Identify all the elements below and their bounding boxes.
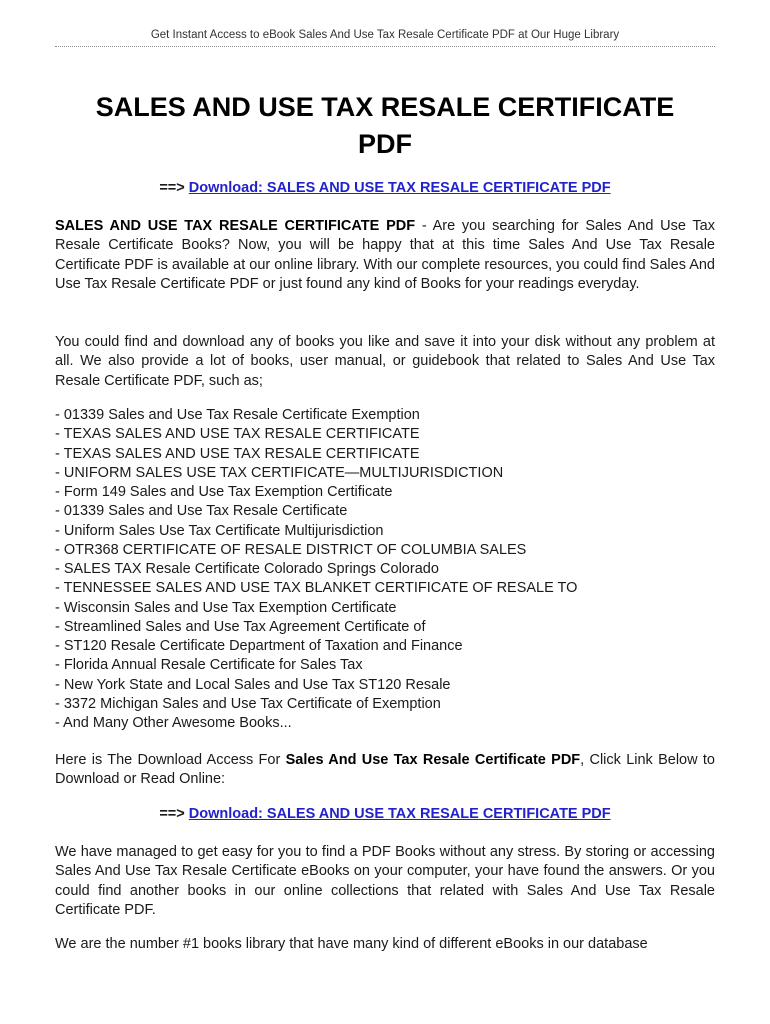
list-item: - Streamlined Sales and Use Tax Agreement Certificate of xyxy=(55,618,426,635)
intro-paragraph xyxy=(55,217,715,295)
list-item: - OTR368 CERTIFICATE OF RESALE DISTRICT OF COLUMBIA SALES xyxy=(55,541,527,558)
download-line-bottom xyxy=(55,806,715,822)
download-line-top xyxy=(55,180,715,196)
intro-bold: SALES AND USE TAX RESALE CERTIFICATE PDF xyxy=(55,218,416,234)
access-text-after: , Click Link Below to Download or Read Online: xyxy=(55,752,715,788)
download-link-bottom[interactable]: Download: SALES AND USE TAX RESALE CERTIFICATE PDF xyxy=(188,806,611,822)
download-arrow: ==> xyxy=(159,180,189,196)
page-title xyxy=(55,89,715,163)
list-item: - Form 149 Sales and Use Tax Exemption Certificate xyxy=(55,484,393,500)
description-paragraph: You could find and download any of books you like and save it into your disk without any problem at all. We also provide a lot of books, user manual, or guidebook that related to Sales And Use Tax Resale Certificate PDF, such as; xyxy=(55,334,715,389)
access-paragraph xyxy=(55,751,715,790)
library-paragraph: We are the number #1 books library that have many kind of different eBooks in our database xyxy=(55,936,648,952)
list-item: - Florida Annual Resale Certificate for Sales Tax xyxy=(55,657,363,674)
list-item: - 01339 Sales and Use Tax Resale Certificate xyxy=(55,503,348,520)
storage-paragraph: We have managed to get easy for you to find a PDF Books without any stress. By storing or accessing Sales And Use Tax Resale Certificate eBooks on your computer, your have found the answers. Or you could find another books in our online collections that related with Sales And Use Tax Resale Certificate PDF. xyxy=(55,844,715,919)
list-item: - ST120 Resale Certificate Department of Taxation and Finance xyxy=(55,638,463,654)
page-header: Get Instant Access to eBook Sales And Use Tax Resale Certificate PDF at Our Huge Library xyxy=(150,29,620,41)
download-link-top[interactable]: Download: SALES AND USE TAX RESALE CERTIFICATE PDF xyxy=(188,180,611,196)
list-item: - UNIFORM SALES USE TAX CERTIFICATE—MULTIJURISDICTION xyxy=(55,464,504,481)
access-bold: Sales And Use Tax Resale Certificate PDF xyxy=(285,752,581,768)
list-item: - TEXAS SALES AND USE TAX RESALE CERTIFICATE xyxy=(55,445,420,462)
list-item: - TENNESSEE SALES AND USE TAX BLANKET CERTIFICATE OF RESALE TO xyxy=(55,580,578,597)
list-item: - SALES TAX Resale Certificate Colorado Springs Colorado xyxy=(55,561,439,577)
list-item: - Uniform Sales Use Tax Certificate Multijurisdiction xyxy=(55,522,384,539)
access-text-before: Here is The Download Access For xyxy=(55,752,286,768)
list-item: - Wisconsin Sales and Use Tax Exemption Certificate xyxy=(55,599,397,616)
intro-text: - Are you searching for Sales And Use Tax Resale Certificate Books? Now, you will be happy that at this time Sales And Use Tax Resale Certificate PDF is available at our online library. With our complete resources, you could find Sales And Use Tax Resale Certificate PDF or just found any kind of Books for your readings everyday. xyxy=(55,218,715,293)
header-divider xyxy=(55,46,715,47)
list-item: - New York State and Local Sales and Use Tax ST120 Resale xyxy=(55,676,451,693)
download-arrow: ==> xyxy=(159,806,189,822)
book-list xyxy=(55,406,715,733)
list-item: - TEXAS SALES AND USE TAX RESALE CERTIFICATE xyxy=(55,426,420,443)
title-line-1: SALES AND USE TAX RESALE CERTIFICATE xyxy=(95,92,675,122)
title-line-2: PDF xyxy=(358,129,412,159)
list-item: - 01339 Sales and Use Tax Resale Certificate Exemption xyxy=(55,407,420,423)
list-item: - 3372 Michigan Sales and Use Tax Certificate of Exemption xyxy=(55,695,441,712)
list-item: - And Many Other Awesome Books... xyxy=(55,715,292,731)
